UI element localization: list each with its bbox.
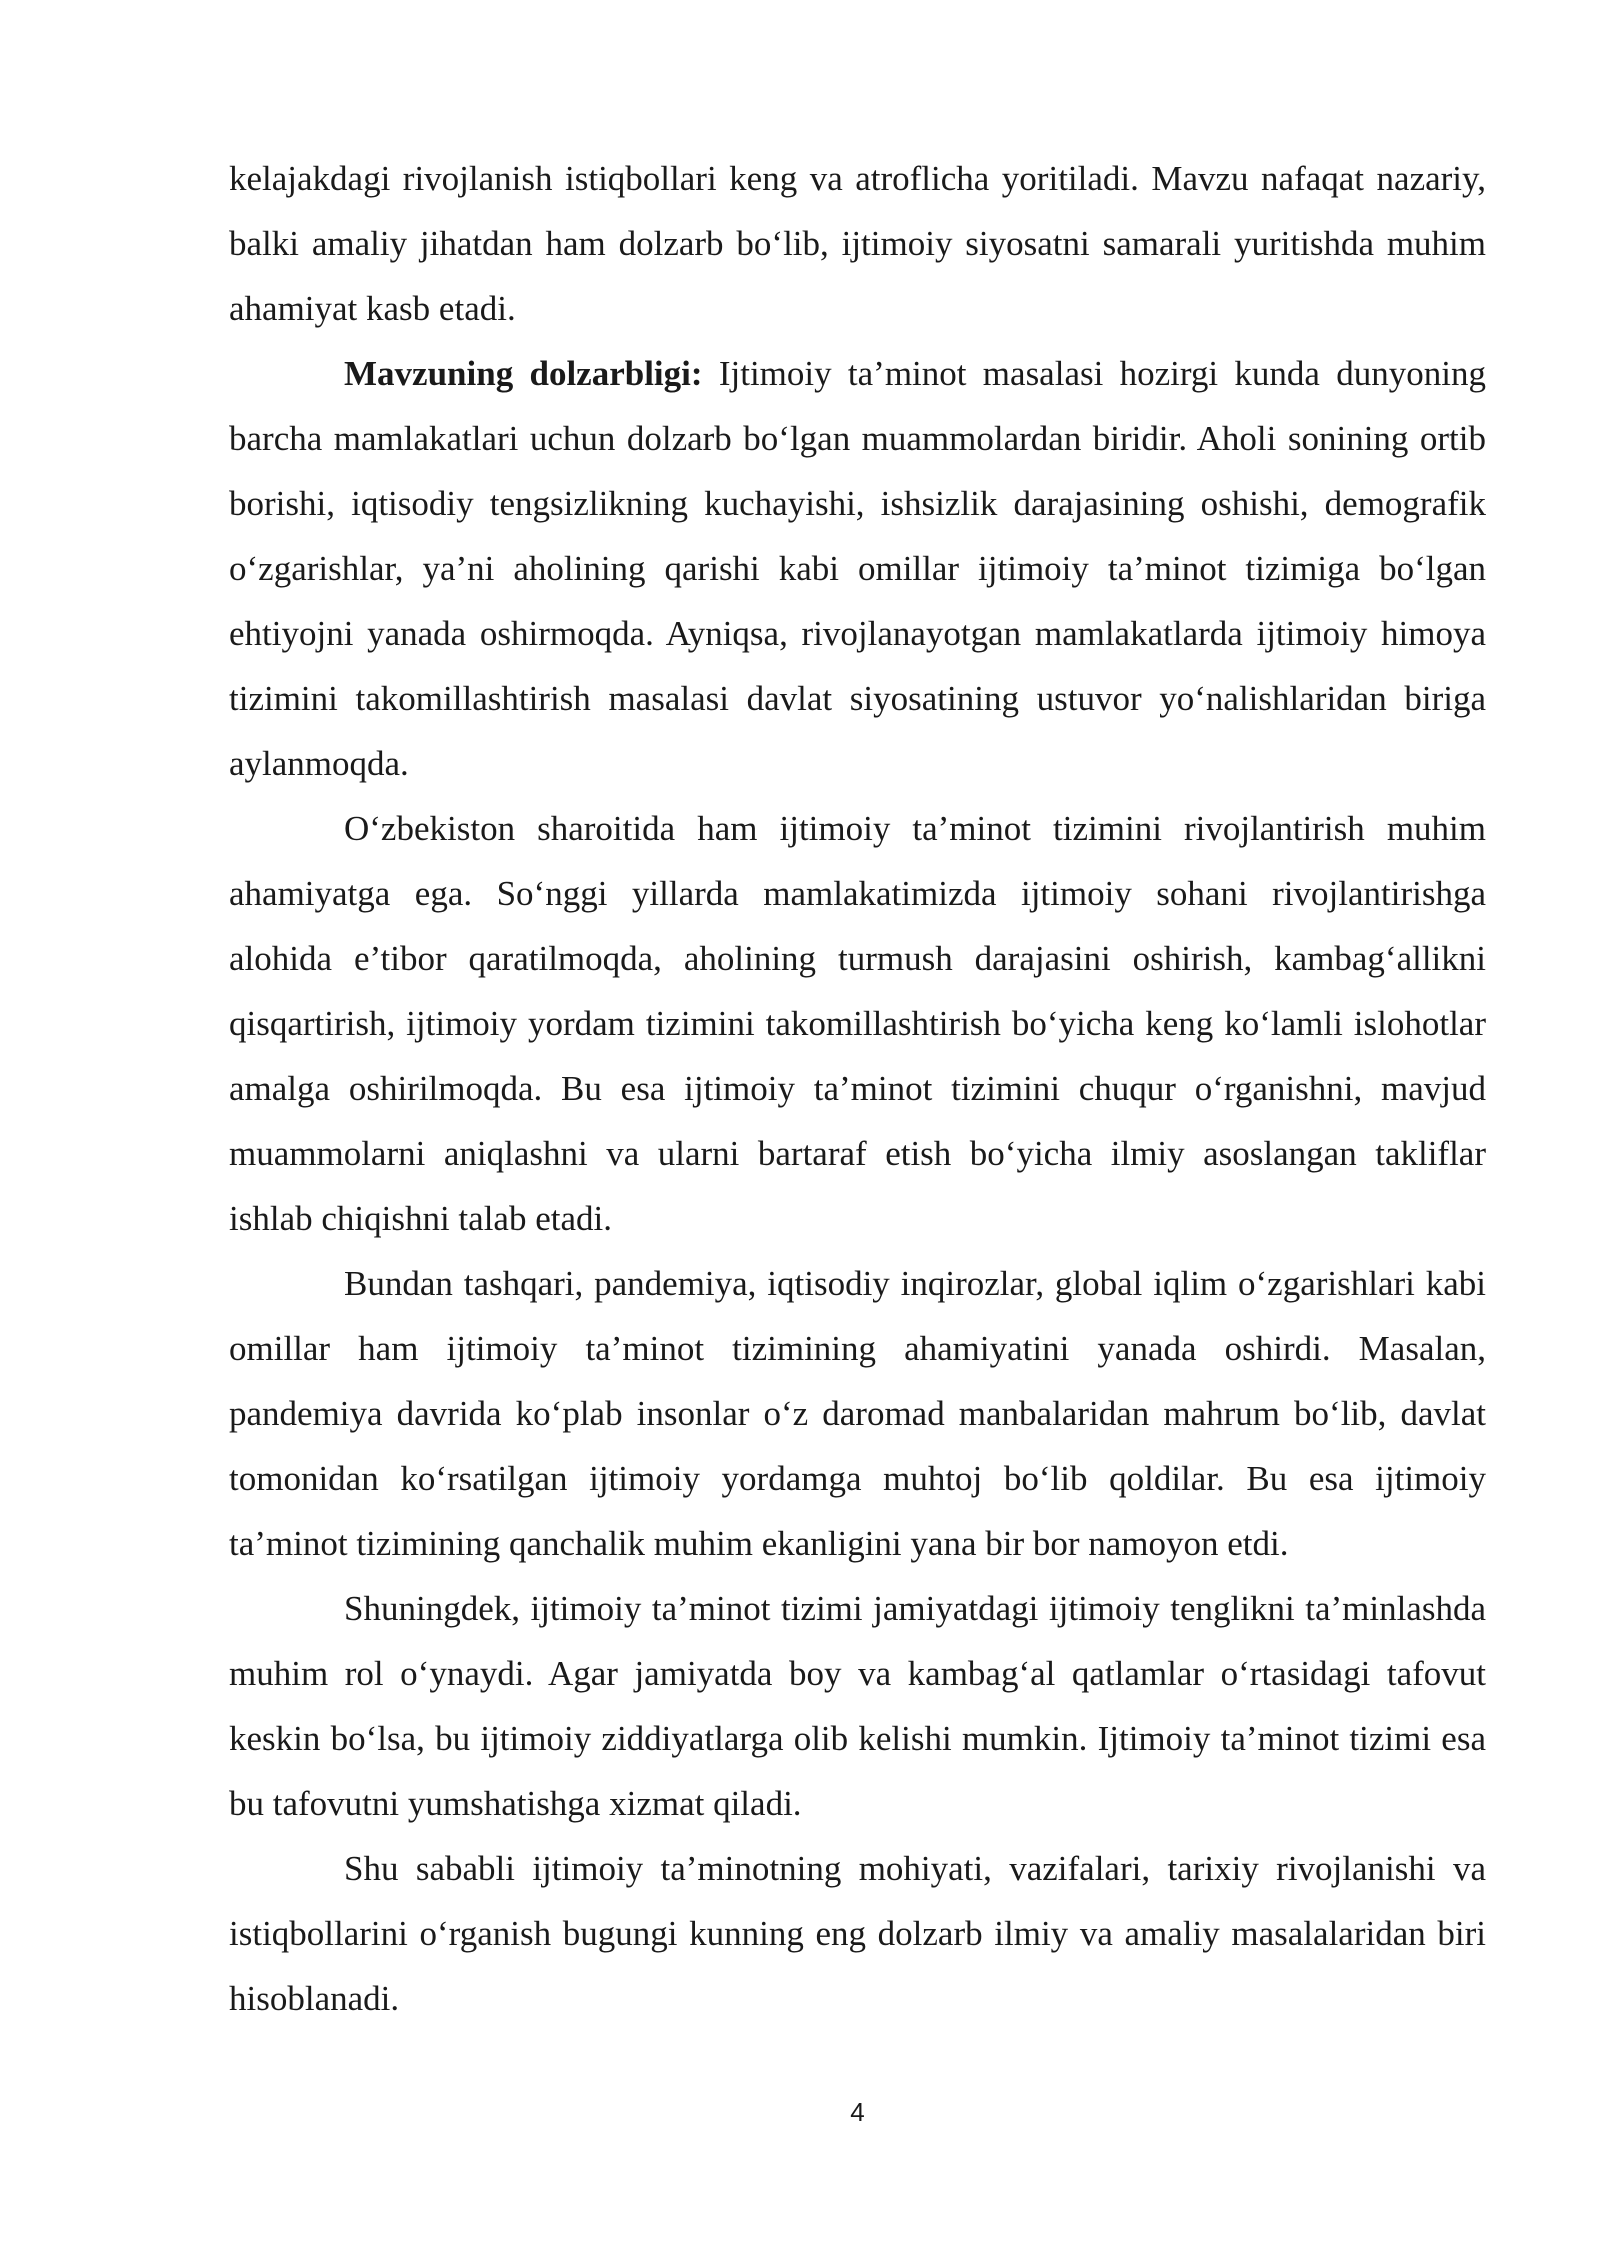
page-number: 4 (850, 2097, 865, 2127)
section-heading-relevance: Mavzuning dolzarbligi: (344, 354, 703, 393)
paragraph-conclusion (229, 1836, 1486, 2031)
paragraph-continuation (229, 146, 1486, 341)
paragraph-pandemic (229, 1251, 1486, 1576)
body-text (229, 146, 1486, 2031)
paragraph-text: Shu sababli ijtimoiy ta’minotning mohiyati, vazifalari, tarixiy rivojlanishi va istiqbollarini o‘rganish bugungi kunning eng dolzarb ilmiy va amaliy masalalaridan biri hisoblanadi. (229, 1849, 1486, 2018)
paragraph-uzbekistan (229, 796, 1486, 1251)
paragraph-equality (229, 1576, 1486, 1836)
paragraph-relevance (229, 341, 1486, 796)
paragraph-text: O‘zbekiston sharoitida ham ijtimoiy ta’minot tizimini rivojlantirish muhim ahamiyatga ega. So‘nggi yillarda mamlakatimizda ijtimoiy sohani rivojlantirishga alohida e’tibor qaratilmoqda, aholining turmush darajasini oshirish, kambag‘allikni qisqartirish, ijtimoiy yordam tizimini takomillashtirish bo‘yicha keng ko‘lamli islohotlar amalga oshirilmoqda. Bu esa ijtimoiy ta’minot tizimini chuqur o‘rganishni, mavjud muammolarni aniqlashni va ularni bartaraf etish bo‘yicha ilmiy asoslangan takliflar ishlab chiqishni talab etadi. (229, 809, 1486, 1238)
paragraph-text: Bundan tashqari, pandemiya, iqtisodiy inqirozlar, global iqlim o‘zgarishlari kabi omillar ham ijtimoiy ta’minot tizimining ahamiyatini yanada oshirdi. Masalan, pandemiya davrida ko‘plab insonlar o‘z daromad manbalaridan mahrum bo‘lib, davlat tomonidan ko‘rsatilgan ijtimoiy yordamga muhtoj bo‘lib qoldilar. Bu esa ijtimoiy ta’minot tizimining qanchalik muhim ekanligini yana bir bor namoyon etdi. (229, 1264, 1486, 1563)
paragraph-text: Shuningdek, ijtimoiy ta’minot tizimi jamiyatdagi ijtimoiy tenglikni ta’minlashda muhim rol o‘ynaydi. Agar jamiyatda boy va kambag‘al qatlamlar o‘rtasidagi tafovut keskin bo‘lsa, bu ijtimoiy ziddiyatlarga olib kelishi mumkin. Ijtimoiy ta’minot tizimi esa bu tafovutni yumshatishga xizmat qiladi. (229, 1589, 1486, 1823)
paragraph-text: kelajakdagi rivojlanish istiqbollari keng va atroflicha yoritiladi. Mavzu nafaqat nazariy, balki amaliy jihatdan ham dolzarb bo‘lib, ijtimoiy siyosatni samarali yuritishda muhim ahamiyat kasb etadi. (229, 159, 1486, 328)
paragraph-text: Ijtimoiy ta’minot masalasi hozirgi kunda dunyoning barcha mamlakatlari uchun dolzarb bo‘lgan muammolardan biridir. Aholi sonining ortib borishi, iqtisodiy tengsizlikning kuchayishi, ishsizlik darajasining oshishi, demografik o‘zgarishlar, ya’ni aholining qarishi kabi omillar ijtimoiy ta’minot tizimiga bo‘lgan ehtiyojni yanada oshirmoqda. Ayniqsa, rivojlanayotgan mamlakatlarda ijtimoiy himoya tizimini takomillashtirish masalasi davlat siyosatining ustuvor yo‘nalishlaridan biriga aylanmoqda. (229, 354, 1486, 783)
